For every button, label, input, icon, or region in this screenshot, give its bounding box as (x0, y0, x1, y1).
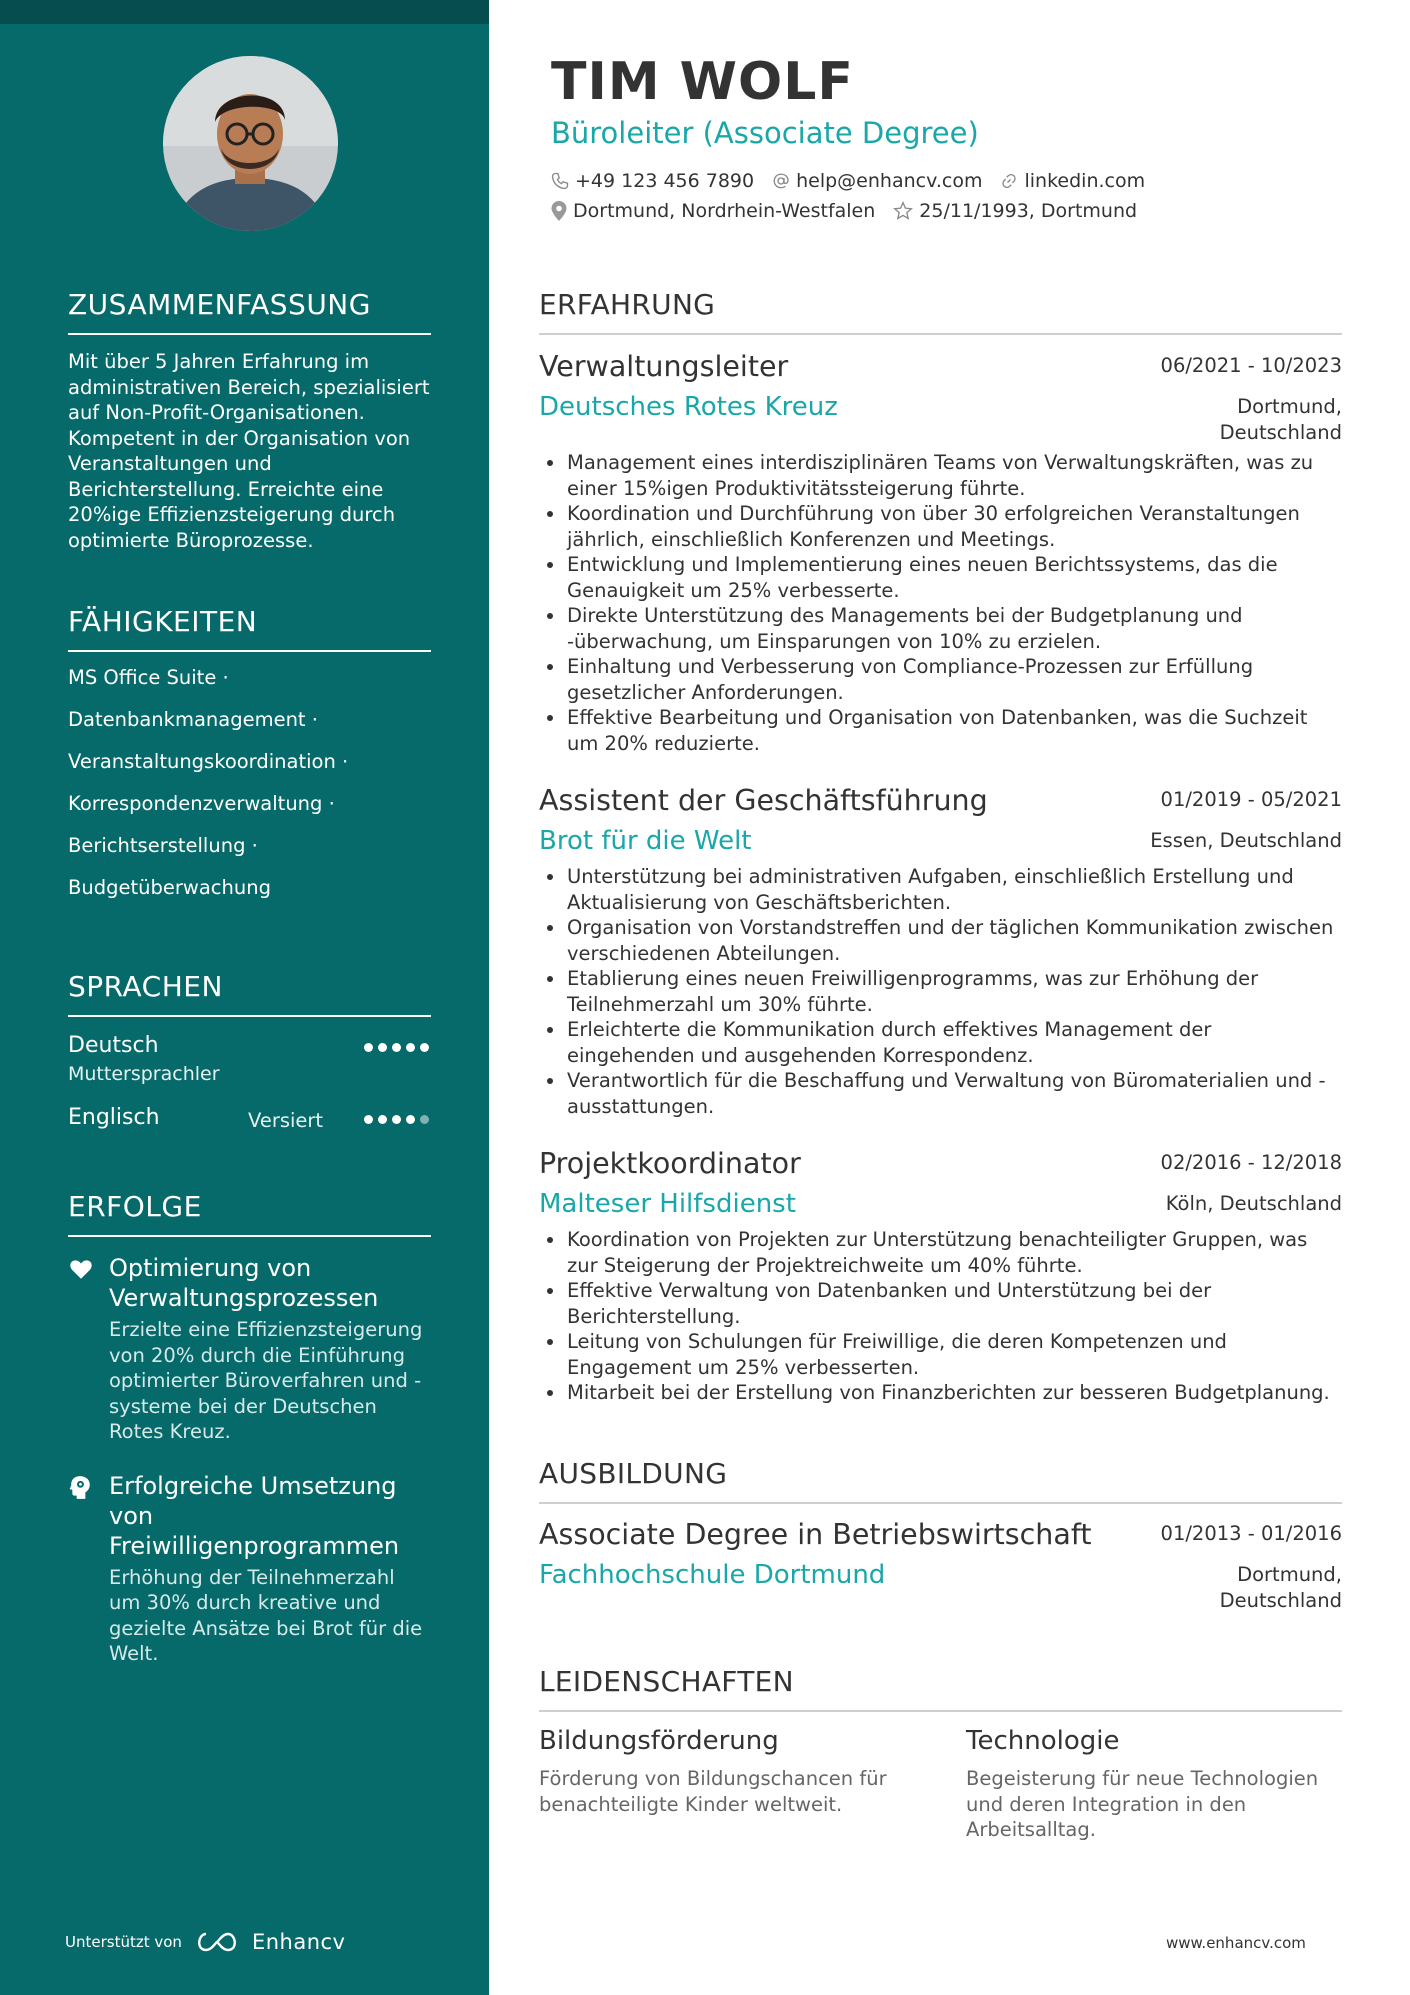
language-item (68, 1033, 431, 1105)
job-bullet: Direkte Unterstützung des Managements bei der Budgetplanung und -überwachung, um Einsparungen von 10% zu erzielen. (539, 603, 1342, 654)
job-bullet: Einhaltung und Verbesserung von Compliance-Prozessen zur Erfüllung gesetzlicher Anforderungen. (539, 654, 1342, 705)
phone-icon (551, 172, 569, 190)
job-bullet: Koordination von Projekten zur Unterstützung benachteiligter Gruppen, was zur Steigerung der Projektreichweite um 40% führte. (539, 1227, 1342, 1278)
achievement-title: Erfolgreiche Umsetzung von Freiwilligenprogrammen (109, 1471, 400, 1560)
language-rating (364, 1115, 429, 1124)
passion-title: Technologie (966, 1726, 1120, 1756)
experience-title: ERFAHRUNG (539, 288, 1342, 335)
rating-dot (420, 1115, 429, 1124)
profile-photo (163, 56, 338, 231)
email-item[interactable] (772, 170, 982, 192)
education-title: AUSBILDUNG (539, 1457, 1342, 1504)
skill-item: Korrespondenzverwaltung · (68, 792, 335, 815)
job-dates: 01/2019 - 05/2021 (1160, 788, 1342, 811)
summary-text: Mit über 5 Jahren Erfahrung im administrativen Bereich, spezialisiert auf Non-Profit-Organisationen. Kompetent in der Organisation von Veranstaltungen und Berichterstellung. Erreichte eine 20%ige Effizienzsteigerung durch optimierte Büroprozesse. (68, 350, 430, 552)
job-location: Dortmund, Deutschland (1219, 395, 1342, 444)
location-text: Dortmund, Nordrhein-Westfalen (573, 200, 876, 222)
summary-section (68, 288, 431, 553)
skill-item: Datenbankmanagement · (68, 708, 318, 731)
sidebar-top-bar (0, 0, 489, 24)
passion-title: Bildungsförderung (539, 1726, 779, 1756)
passion-item (966, 1726, 1346, 1843)
degree-title: Associate Degree in Betriebswirtschaft (539, 1518, 1092, 1551)
job-bullet: Leitung von Schulungen für Freiwillige, die deren Kompetenzen und Engagement um 25% verbesserten. (539, 1329, 1342, 1380)
job-bullet: Effektive Bearbeitung und Organisation von Datenbanken, was die Suchzeit um 20% reduzierte. (539, 705, 1342, 756)
achievement-item (68, 1253, 431, 1445)
rating-dot (406, 1043, 415, 1052)
job-bullet: Mitarbeit bei der Erstellung von Finanzberichten zur besseren Budgetplanung. (539, 1380, 1342, 1406)
linkedin-item[interactable] (1000, 170, 1145, 192)
job-organization: Deutsches Rotes Kreuz (539, 392, 838, 422)
achievement-desc: Erhöhung der Teilnehmerzahl um 30% durch kreative und gezielte Ansätze bei Brot für die Welt. (109, 1565, 423, 1665)
birth-text: 25/11/1993, Dortmund (919, 200, 1138, 222)
skill-item: MS Office Suite · (68, 666, 229, 689)
rating-dot (420, 1043, 429, 1052)
skills-title: FÄHIGKEITEN (68, 605, 431, 652)
passions-title: LEIDENSCHAFTEN (539, 1665, 1342, 1712)
birth-item (893, 200, 1137, 222)
rating-dot (364, 1043, 373, 1052)
candidate-name: TIM WOLF (551, 52, 854, 112)
candidate-headline: Büroleiter (Associate Degree) (551, 116, 979, 150)
summary-title: ZUSAMMENFASSUNG (68, 288, 431, 335)
job-bullet: Organisation von Vorstandstreffen und der täglichen Kommunikation zwischen verschiedenen Abteilungen. (539, 915, 1342, 966)
job-organization: Malteser Hilfsdienst (539, 1189, 796, 1219)
linkedin-text: linkedin.com (1024, 170, 1146, 192)
powered-by (65, 1930, 345, 1954)
phone-text: +49 123 456 7890 (575, 170, 755, 192)
link-icon (1000, 172, 1018, 190)
contact-line-1 (551, 170, 1163, 192)
rating-dot (364, 1115, 373, 1124)
language-level: Muttersprachler (68, 1063, 220, 1085)
language-name: Englisch (68, 1105, 160, 1130)
achievements-title: ERFOLGE (68, 1190, 431, 1237)
language-item (68, 1105, 431, 1177)
languages-section (68, 970, 431, 1177)
language-rating (364, 1043, 429, 1052)
job-organization: Brot für die Welt (539, 826, 752, 856)
heart-icon (68, 1256, 94, 1282)
footer-url[interactable]: www.enhancv.com (1166, 1934, 1306, 1952)
head-gear-icon (68, 1474, 94, 1500)
job-bullet: Etablierung eines neuen Freiwilligenprogramms, was zur Erhöhung der Teilnehmerzahl um 30% führte. (539, 966, 1342, 1017)
rating-dot (392, 1043, 401, 1052)
job-bullets (539, 450, 1342, 756)
job-title: Verwaltungsleiter (539, 350, 789, 383)
achievement-title: Optimierung von Verwaltungsprozessen (109, 1254, 379, 1312)
job-bullets (539, 1227, 1342, 1406)
job-bullet: Effektive Verwaltung von Datenbanken und Unterstützung bei der Berichterstellung. (539, 1278, 1342, 1329)
passion-desc: Begeisterung für neue Technologien und deren Integration in den Arbeitsalltag. (966, 1767, 1319, 1841)
education-dates: 01/2013 - 01/2016 (1160, 1522, 1342, 1545)
enhancv-logo-icon (194, 1930, 240, 1954)
job-location: Essen, Deutschland (1150, 829, 1342, 852)
location-pin-icon (551, 201, 567, 221)
skill-item: Berichtserstellung · (68, 834, 258, 857)
skills-section (68, 605, 431, 918)
achievements-section (68, 1190, 431, 1693)
contact-line-2 (551, 200, 1155, 222)
phone-item[interactable] (551, 170, 754, 192)
languages-title: SPRACHEN (68, 970, 431, 1017)
job-bullet: Entwicklung und Implementierung eines neuen Berichtssystems, das die Genauigkeit um 25% verbesserte. (539, 552, 1342, 603)
job-dates: 06/2021 - 10/2023 (1160, 354, 1342, 377)
job-bullet: Verantwortlich für die Beschaffung und Verwaltung von Büromaterialien und -ausstattungen. (539, 1068, 1342, 1119)
rating-dot (378, 1115, 387, 1124)
star-icon (893, 201, 913, 221)
language-level: Versiert (248, 1109, 324, 1132)
job-bullet: Management eines interdisziplinären Teams von Verwaltungskräften, was zu einer 15%igen Produktivitätssteigerung führte. (539, 450, 1342, 501)
job-bullet: Unterstützung bei administrativen Aufgaben, einschließlich Erstellung und Aktualisierung von Geschäftsberichten. (539, 864, 1342, 915)
sidebar (0, 0, 489, 1995)
rating-dot (406, 1115, 415, 1124)
passion-desc: Förderung von Bildungschancen für benachteiligte Kinder weltweit. (539, 1767, 887, 1816)
job-title: Assistent der Geschäftsführung (539, 784, 988, 817)
powered-brand: Enhancv (251, 1930, 346, 1954)
job-title: Projektkoordinator (539, 1147, 801, 1180)
location-item (551, 200, 875, 222)
rating-dot (378, 1043, 387, 1052)
skill-item: Budgetüberwachung (68, 876, 271, 899)
skill-item: Veranstaltungskoordination · (68, 750, 349, 773)
job-bullet: Erleichterte die Kommunikation durch effektives Management der eingehenden und ausgehenden Korrespondenz. (539, 1017, 1342, 1068)
education-location: Dortmund, Deutschland (1219, 1563, 1342, 1612)
at-icon (772, 172, 790, 190)
job-dates: 02/2016 - 12/2018 (1160, 1151, 1342, 1174)
job-bullet: Koordination und Durchführung von über 30 erfolgreichen Veranstaltungen jährlich, einschließlich Konferenzen und Meetings. (539, 501, 1342, 552)
achievement-item (68, 1471, 431, 1667)
passion-item (539, 1726, 919, 1817)
achievement-desc: Erzielte eine Effizienzsteigerung von 20% durch die Einführung optimierter Büroverfahren und -systeme bei der Deutschen Rotes Kreuz. (109, 1318, 423, 1443)
job-location: Köln, Deutschland (1165, 1192, 1342, 1215)
rating-dot (392, 1115, 401, 1124)
powered-label: Unterstützt von (65, 1933, 182, 1951)
school-name: Fachhochschule Dortmund (539, 1560, 886, 1590)
email-text: help@enhancv.com (796, 170, 983, 192)
job-bullets (539, 864, 1342, 1119)
language-name: Deutsch (68, 1033, 159, 1058)
